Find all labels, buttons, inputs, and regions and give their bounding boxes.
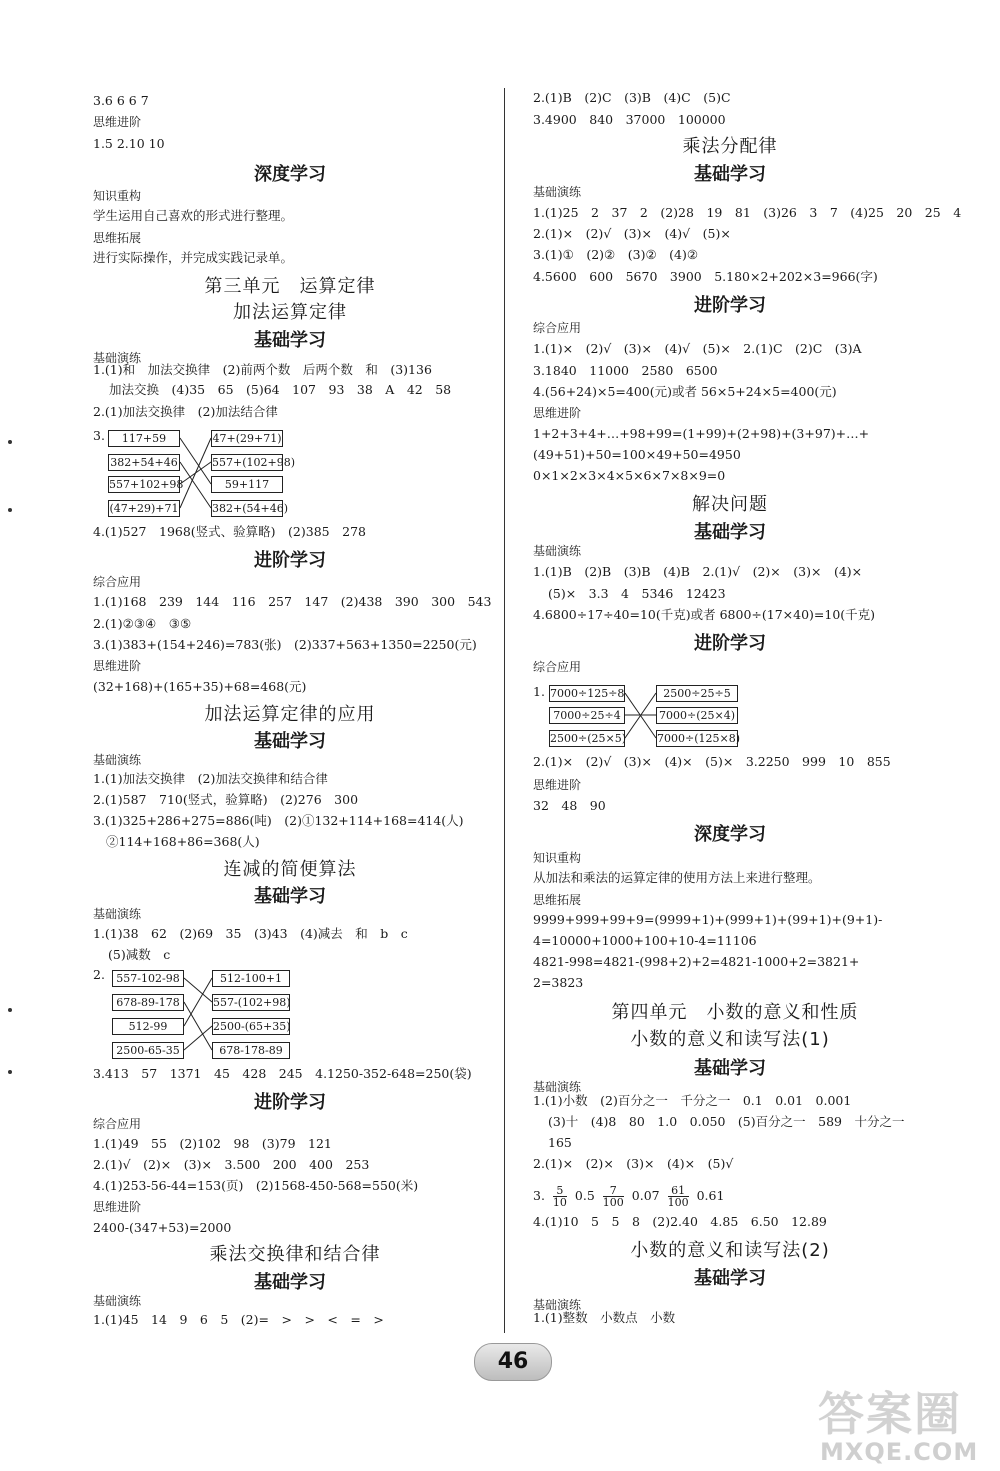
numerator: 61 (668, 1185, 689, 1197)
answer-line: 1.(1)49 55 (2)102 98 (3)79 121 (93, 1136, 332, 1151)
match-right-box: 7000÷(125×8) (657, 732, 741, 745)
answer-line: 3.1840 11000 2580 6500 (533, 363, 718, 378)
answer-line: 2.(1)× (2)× (3)× (4)× (5)√ (533, 1156, 734, 1171)
lesson-title: 小数的意义和读写法(1) (630, 1029, 830, 1050)
answer-line: 9999+999+99+9=(9999+1)+(999+1)+(99+1)+(9+1)- (533, 912, 883, 927)
section-label: 基础演练 (93, 907, 142, 921)
lesson-title: 小数的意义和读写法(2) (630, 1240, 830, 1261)
section-heading: 基础学习 (694, 164, 766, 185)
match-left-box: 117+59 (108, 430, 180, 447)
match-left-box: 7000÷125÷8 (550, 687, 625, 700)
fraction (668, 1185, 689, 1208)
decimal-value: 0.5 (574, 1188, 595, 1203)
answer-line: 1.(1)168 239 144 116 257 147 (2)438 390 300 543 (93, 594, 492, 609)
match-left-box: 678-89-178 (112, 994, 184, 1011)
answer-line: 4.(1)10 5 5 8 (2)2.40 4.85 6.50 12.89 (533, 1214, 827, 1229)
section-heading: 基础学习 (254, 886, 326, 907)
answer-line: (49+51)+50=100×49+50=4950 (533, 447, 741, 462)
watermark-logo: 答案圈 (818, 1387, 962, 1441)
section-label: 知识重构 (533, 851, 582, 865)
match-right-box: 557-(102+98) (213, 996, 291, 1009)
fraction (603, 1185, 624, 1208)
binding-dot (8, 440, 12, 444)
answer-line: 1+2+3+4+…+98+99=(1+99)+(2+98)+(3+97)+…+ (533, 426, 870, 441)
answer-line: 1.(1)25 2 37 2 (2)28 19 81 (3)26 3 7 (4)25 20 25 4 (533, 205, 962, 220)
answer-line: 4821-998=4821-(998+2)+2=4821-1000+2=3821+ (533, 954, 860, 969)
answer-line: 2.(1)× (2)√ (3)× (4)√ (5)× (533, 226, 731, 241)
section-label: 综合应用 (533, 321, 582, 335)
match-right-box: 59+117 (211, 476, 283, 493)
answer-line: (3)十 (4)8 80 1.0 0.050 (5)百分之一 589 十分之一 (548, 1114, 905, 1129)
match-left-box: 512-99 (112, 1018, 184, 1035)
section-label: 思维进阶 (93, 1200, 142, 1214)
match-left-box: 382+54+46 (108, 454, 180, 471)
answer-line: 3.6 6 6 7 (93, 93, 149, 108)
answer-line: 4.(1)527 1968(竖式、验算略) (2)385 278 (93, 524, 366, 539)
section-heading: 基础学习 (254, 1272, 326, 1293)
answer-line: 0×1×2×3×4×5×6×7×8×9=0 (533, 468, 726, 483)
match-left-box: 7000÷25÷4 (549, 707, 625, 724)
section-heading: 进阶学习 (694, 633, 766, 654)
unit-title: 第四单元 小数的意义和性质 (611, 1002, 859, 1023)
denominator: 100 (667, 1196, 689, 1209)
section-label: 基础演练 (93, 1294, 142, 1308)
answer-line: 4.(56+24)×5=400(元)或者 56×5+24×5=400(元) (533, 384, 837, 399)
answer-line: (5)× 3.3 4 5346 12423 (548, 586, 726, 601)
answer-line: 1.(1)加法交换律 (2)加法交换律和结合律 (93, 771, 328, 786)
section-label: 思维进阶 (533, 778, 582, 792)
section-heading: 基础学习 (254, 731, 326, 752)
match-lines (0, 0, 1, 1)
answer-line: 4.5600 600 5670 3900 5.180×2+202×3=966(字) (533, 269, 878, 284)
fraction (553, 1185, 567, 1208)
lesson-title: 连减的简便算法 (223, 859, 357, 880)
answer-line: 2.(1)加法交换律 (2)加法结合律 (93, 404, 278, 419)
answer-line: 1.(1)38 62 (2)69 35 (3)43 (4)减去 和 b c (93, 926, 408, 941)
question-number: 1. (533, 684, 545, 699)
answer-line: ②114+168+86=368(人) (106, 834, 260, 849)
section-heading: 进阶学习 (254, 550, 326, 571)
answer-line: 1.5 2.10 10 (93, 136, 165, 151)
section-label: 知识重构 (93, 189, 142, 203)
match-line (184, 978, 212, 1026)
section-label: 基础演练 (533, 1080, 582, 1094)
match-right-box: 678-178-89 (212, 1042, 290, 1059)
denominator: 100 (602, 1196, 624, 1209)
answer-line: (5)减数 c (108, 947, 171, 962)
lesson-title: 乘法分配律 (682, 136, 778, 157)
section-label: 基础演练 (533, 185, 582, 199)
match-line (180, 438, 211, 508)
answer-line: 1.(1)45 14 9 6 5 (2)= > > < = > (93, 1312, 384, 1327)
match-right-box: 382+(54+46) (212, 502, 289, 515)
answer-line: 从加法和乘法的运算定律的使用方法上来进行整理。 (533, 870, 821, 885)
answer-line: 2.(1)B (2)C (3)B (4)C (5)C (533, 90, 731, 105)
match-right-box: 512-100+1 (212, 970, 290, 987)
question-number: 3. (93, 428, 105, 443)
section-label: 思维拓展 (533, 893, 582, 907)
answer-line: 1.(1)× (2)√ (3)× (4)√ (5)× 2.(1)C (2)C (3)A (533, 341, 862, 356)
binding-dot (8, 1008, 12, 1012)
match-right-box: 7000÷(25×4) (656, 707, 738, 724)
match-line (184, 1002, 212, 1050)
answer-line: 加法交换 (4)35 65 (5)64 107 93 38 A 42 58 (109, 382, 452, 397)
answer-line: 2.(1)√ (2)× (3)× 3.500 200 400 253 (93, 1157, 370, 1172)
lesson-title: 乘法交换律和结合律 (209, 1244, 381, 1265)
answer-line: 进行实际操作，并完成实践记录单。 (93, 250, 294, 265)
section-label: 思维拓展 (93, 231, 142, 245)
question-number: 2. (93, 967, 105, 982)
lesson-title: 加法运算定律 (233, 302, 347, 323)
match-left-box: 2500÷(25×5) (550, 732, 627, 745)
match-right-box: 47+(29+71) (212, 432, 282, 445)
section-label: 综合应用 (93, 1117, 142, 1131)
numerator: 5 (553, 1185, 567, 1197)
answer-line: 1.(1)整数 小数点 小数 (533, 1310, 676, 1325)
section-label: 基础演练 (533, 1298, 582, 1312)
answer-line: 2400-(347+53)=2000 (93, 1220, 232, 1235)
lesson-title: 解决问题 (692, 494, 768, 515)
question-number: 3. (533, 1188, 545, 1203)
page-number: 46 (474, 1343, 552, 1381)
answer-line: 2.(1)× (2)√ (3)× (4)× (5)× 3.2250 999 10 855 (533, 754, 891, 769)
fraction-answer-line (533, 1182, 724, 1210)
match-right-box: 2500-(65+35) (213, 1020, 291, 1033)
section-label: 综合应用 (533, 660, 582, 674)
answer-line: 4=10000+1000+100+10-4=11106 (533, 933, 757, 948)
answer-line: 2.(1)②③④ ③⑤ (93, 616, 192, 631)
section-heading: 深度学习 (694, 824, 766, 845)
answer-line: 4.(1)253-56-44=153(页) (2)1568-450-568=550(米) (93, 1178, 419, 1193)
section-label: 思维进阶 (93, 659, 142, 673)
binding-dot (8, 508, 12, 512)
answer-line: 3.4900 840 37000 100000 (533, 112, 726, 127)
answer-line: 32 48 90 (533, 798, 606, 813)
match-line (184, 1026, 212, 1050)
match-left-box: (47+29)+71 (109, 502, 179, 515)
watermark-url: MXQE.COM (820, 1438, 979, 1466)
section-label: 综合应用 (93, 575, 142, 589)
match-line (180, 438, 211, 484)
section-label: 思维进阶 (533, 406, 582, 420)
answer-line: 2=3823 (533, 975, 584, 990)
match-right-box: 557+(102+98) (212, 456, 296, 469)
answer-line: 学生运用自己喜欢的形式进行整理。 (93, 208, 294, 223)
binding-dot (8, 1070, 12, 1074)
answer-line: 1.(1)小数 (2)百分之一 千分之一 0.1 0.01 0.001 (533, 1093, 852, 1108)
numerator: 7 (603, 1185, 624, 1197)
section-heading: 基础学习 (254, 330, 326, 351)
lesson-title: 加法运算定律的应用 (204, 704, 376, 725)
answer-line: 3.(1)325+286+275=886(吨) (2)①132+114+168=414(人) (93, 813, 464, 828)
section-heading: 基础学习 (694, 1058, 766, 1079)
denominator: 10 (552, 1196, 567, 1209)
match-left-box: 557+102+98 (109, 478, 184, 491)
answer-line: 165 (548, 1135, 572, 1150)
answer-line: 1.(1)B (2)B (3)B (4)B 2.(1)√ (2)× (3)× (4)× (533, 564, 863, 579)
match-left-box: 557-102-98 (112, 970, 184, 987)
section-label: 基础演练 (93, 351, 142, 365)
answer-line: 3.413 57 1371 45 428 245 4.1250-352-648=250(袋) (93, 1066, 472, 1081)
section-label: 基础演练 (533, 544, 582, 558)
answer-line: 3.(1)383+(154+246)=783(张) (2)337+563+1350=2250(元) (93, 637, 477, 652)
section-label: 基础演练 (93, 753, 142, 767)
answer-line: 3.(1)① (2)② (3)② (4)② (533, 247, 699, 262)
section-heading: 进阶学习 (254, 1092, 326, 1113)
decimal-value: 0.61 (696, 1188, 725, 1203)
answer-line: (32+168)+(165+35)+68=468(元) (93, 679, 307, 694)
answer-line: 4.6800÷17÷40=10(千克)或者 6800÷(17×40)=10(千克) (533, 607, 876, 622)
unit-title: 第三单元 运算定律 (204, 276, 376, 297)
answer-line: 1.(1)和 加法交换律 (2)前两个数 后两个数 和 (3)136 (93, 362, 432, 377)
section-heading: 进阶学习 (694, 295, 766, 316)
decimal-value: 0.07 (631, 1188, 660, 1203)
answer-line: 2.(1)587 710(竖式，验算略) (2)276 300 (93, 792, 359, 807)
section-label: 思维进阶 (93, 115, 142, 129)
section-heading: 基础学习 (694, 1268, 766, 1289)
match-right-box: 2500÷25÷5 (656, 685, 738, 702)
section-heading: 基础学习 (694, 522, 766, 543)
match-left-box: 2500-65-35 (112, 1042, 184, 1059)
match-line (184, 978, 212, 1002)
column-divider (504, 88, 505, 1333)
section-heading: 深度学习 (254, 164, 326, 185)
match-line (180, 462, 211, 508)
